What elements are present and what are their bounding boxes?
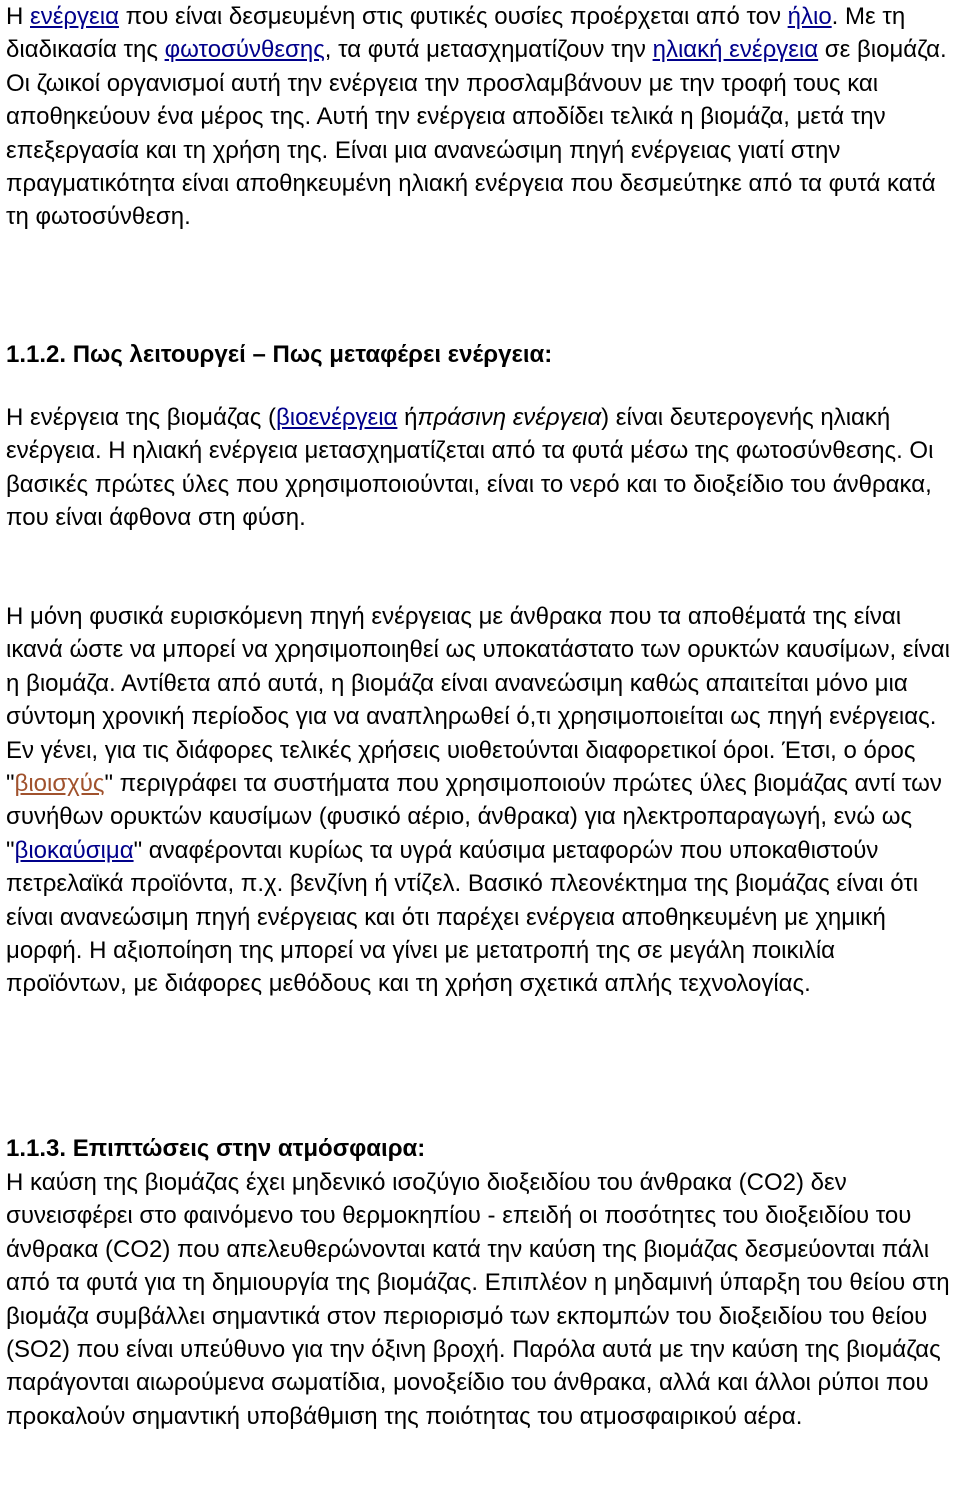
section-113-paragraph: Η καύση της βιομάζας έχει μηδενικό ισοζύγιο διοξειδίου του άνθρακα (CO2) δεν συνεισφέρει στο φαινόμενο του θερμοκηπίου - επειδή οι ποσότητες του διοξειδίου του άνθρακα (CO2) που απελευθερώνονται κατά την καύση της βιομάζας δεσμεύονται πάλι από τα φυτά για τη δημιουργία της βιομάζας. Επιπλέον η μηδαμινή ύπαρξη του θείου στη βιομάζα συμβάλλει σημαντικά στον περιορισμό των εκπομπών του διοξειδίου του θείου (SO2) που είναι υπεύθυνο για την όξινη βροχή. Παρόλα αυτά με την καύση της βιομάζας παράγονται αιωρούμενα σωματίδια, μονοξείδιο του άνθρακα, αλλά και άλλοι ρύποι που προκαλούν σημαντική υποβάθμιση της ποιότητας του ατμοσφαιρικού αέρα. <box>6 1169 950 1430</box>
intro-text-5: σε βιομάζα. Οι ζωικοί οργανισμοί αυτή την ενέργεια την προσλαμβάνουν με την τροφή τους και αποθηκεύουν ένα μέρος της. Αυτή την ενέργεια αποδίδει τελικά η βιομάζα, μετά την επεξεργασία και τη χρήση της. Είναι μια ανανεώσιμη πηγή ενέργειας γιατί στην πραγματικότητα είναι αποθηκευμένη ηλιακή ενέργεια που δεσμεύτηκε από τα φυτά κατά τη φωτοσύνθεση. <box>6 36 947 231</box>
link-biokausima[interactable]: βιοκαύσιμα <box>14 836 134 864</box>
intro-text-3: . Με τη διαδικασία της <box>6 3 906 64</box>
intro-text-1: Η <box>6 3 30 30</box>
section-112-text-3: ) είναι δευτερογενής ηλιακή ενέργεια. Η ηλιακή ενέργεια μετασχηματίζεται από τα φυτά μέσω της φωτοσύνθεσης. Οι βασικές πρώτες ύλες που χρησιμοποιούνται, είναι το νερό και το διοξείδιο του άνθρακα, που είναι άφθονα στη φύση. <box>6 404 934 532</box>
section-112b-text-3: " αναφέρονται κυρίως τα υγρά καύσιμα μεταφορών που υποκαθιστούν πετρελαϊκά προϊόντα, π.χ. βενζίνη ή ντίζελ. Βασικό πλεονέκτημα της βιομάζας είναι ότι είναι ανανεώσιμη πηγή ενέργειας και ότι παρέχει ενέργεια αποθηκευμένη με χημική μορφή. Η αξιοποίηση της μπορεί να γίνει με μετατροπή της σε μεγάλη ποικιλία προϊόντων, με διάφορες μεθόδους και τη χρήση σχετικά απλής τεχνολογίας. <box>6 836 919 998</box>
link-fotosynthesi[interactable]: φωτοσύνθεσης <box>164 36 325 64</box>
intro-text-4: , τα φυτά μετασχηματίζουν την <box>324 36 653 64</box>
section-heading-113: 1.1.3. Επιπτώσεις στην ατμόσφαιρα: <box>6 1135 426 1162</box>
italic-prasini-energeia: πράσινη ενέργεια <box>417 404 602 431</box>
link-energeia[interactable]: ενέργεια <box>30 3 119 30</box>
section-112-text-1: Η ενέργεια της βιομάζας ( <box>6 404 276 431</box>
intro-text-2: που είναι δεσμευμένη στις φυτικές ουσίες προέρχεται από τον <box>118 3 788 30</box>
link-ilio[interactable]: ήλιο <box>787 3 832 30</box>
section-heading-112: 1.1.2. Πως λειτουργεί – Πως μεταφέρει ενέργεια: <box>6 341 553 368</box>
section-112b-paragraph <box>6 600 958 1001</box>
section-112-paragraph <box>6 401 958 535</box>
intro-paragraph <box>6 0 958 234</box>
link-bioenergeia[interactable]: βιοενέργεια <box>275 404 398 431</box>
section-112b-text-2: " περιγράφει τα συστήματα που χρησιμοποιούν πρώτες ύλες βιομάζας αντί των συνήθων ορυκτών καυσίμων (φυσικό αέριο, άνθρακα) για ηλεκτροπαραγωγή, ενώ ως " <box>6 770 942 864</box>
section-112-text-2: ή <box>397 404 418 431</box>
link-iliaki-energeia[interactable]: ηλιακή ενέργεια <box>652 36 819 64</box>
link-bioisxys[interactable]: βιοισχύς <box>14 770 105 798</box>
section-112b-text-1: Η μόνη φυσικά ευρισκόμενη πηγή ενέργειας με άνθρακα που τα αποθέματά της είναι ικανά ώστε να μπορεί να χρησιμοποιηθεί ως υποκατάστατο των ορυκτών καυσίμων, είναι η βιομάζα. Αντίθετα από αυτά, η βιομάζα είναι ανανεώσιμη καθώς απαιτείται μόνο μια σύντομη χρονική περίοδος για να αναπληρωθεί ό,τι χρησιμοποιείται ως πηγή ενέργειας. Εν γένει, για τις διάφορες τελικές χρήσεις υιοθετούνται διαφορετικοί όροι. Έτσι, ο όρος " <box>6 603 951 798</box>
